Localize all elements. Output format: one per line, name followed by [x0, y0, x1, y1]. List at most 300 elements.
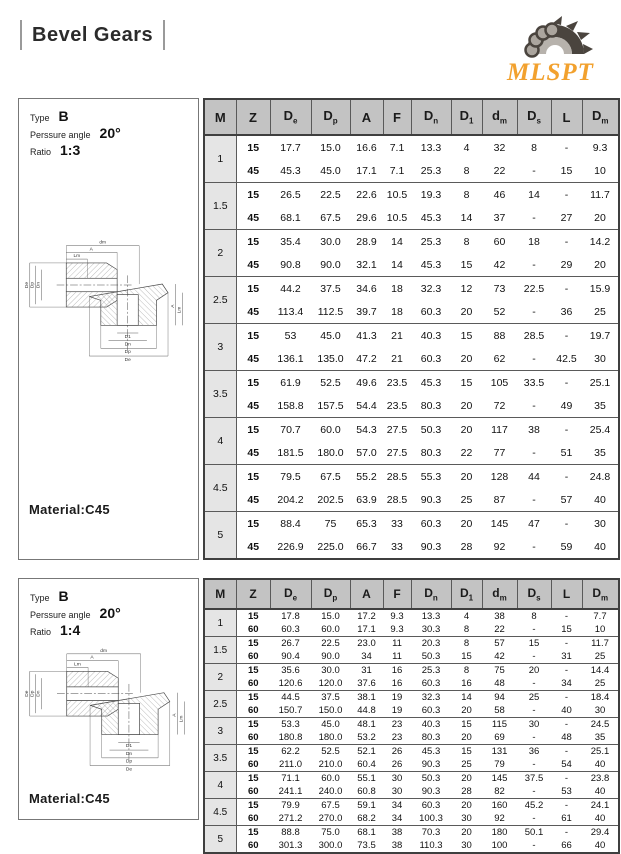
- dim-label-dp: Dp: [30, 281, 36, 289]
- column-header-dm: $d_m$: [482, 579, 517, 609]
- spec-value: 20: [451, 799, 482, 813]
- spec-value: -: [551, 745, 582, 759]
- spec-value: 38: [517, 418, 551, 442]
- spec-value: 20: [594, 258, 606, 271]
- spec-value: 105: [482, 371, 517, 395]
- dim-label-d1: D1: [125, 744, 133, 750]
- spec-value: 45.3: [411, 745, 451, 759]
- spec-value: 157.5: [317, 399, 344, 412]
- column-header-f: F: [383, 579, 411, 609]
- spec-value: 57: [482, 637, 517, 651]
- table-row: [204, 826, 619, 840]
- ratio-value: 1:4: [60, 622, 81, 638]
- table-row: [204, 277, 619, 301]
- spec-value: 25.1: [582, 745, 619, 759]
- module-value: 2.5: [204, 691, 236, 718]
- spec-value: 131: [482, 745, 517, 759]
- spec-value: -: [532, 624, 536, 635]
- spec-value: 32.1: [356, 258, 377, 271]
- spec-value: 30: [461, 840, 472, 851]
- spec-value: 120.6: [278, 678, 303, 689]
- module-value: 4.5: [204, 465, 236, 512]
- spec-value: 45.0: [320, 164, 341, 177]
- spec-value: 160: [482, 799, 517, 813]
- title-left-bar: [20, 20, 22, 50]
- spec-value: 11: [392, 651, 402, 662]
- spec-value: 34: [391, 813, 403, 824]
- spec-value: -: [551, 718, 582, 732]
- spec-value: 20: [460, 305, 473, 318]
- spec-value: 79.5: [270, 465, 311, 489]
- table-row: [204, 347, 619, 371]
- bevel-gear-diagram: [22, 645, 197, 796]
- type-label: Type: [30, 593, 50, 603]
- spec-value: -: [551, 691, 582, 705]
- dim-label-de: De: [24, 281, 30, 289]
- dim-label-de-bottom: De: [124, 357, 131, 363]
- spec-value: 25: [517, 691, 551, 705]
- spec-value: -: [551, 609, 582, 623]
- spec-value: 37.6: [357, 678, 376, 689]
- module-value: 2: [204, 230, 236, 277]
- spec-value: 44.2: [270, 277, 311, 301]
- spec-value: 15.9: [582, 277, 619, 301]
- spec-value: 15: [451, 324, 482, 348]
- teeth-value: 45: [247, 399, 260, 412]
- spec-value: 34: [561, 678, 572, 689]
- spec-value: -: [532, 840, 536, 851]
- spec-value: 90.3: [420, 493, 442, 506]
- spec-value: 11.7: [582, 637, 619, 651]
- spec-value: 40: [594, 540, 606, 553]
- spec-value: 60.3: [281, 624, 300, 635]
- teeth-value: 15: [236, 718, 270, 732]
- spec-value: 23: [383, 718, 411, 732]
- teeth-value: 15: [236, 418, 270, 442]
- spec-value: -: [532, 446, 536, 459]
- spec-value: 55.3: [411, 465, 451, 489]
- module-value: 3: [204, 718, 236, 745]
- pressure-angle-label: Perssure angle: [30, 610, 91, 620]
- spec-value: 15: [560, 164, 573, 177]
- spec-value: 15: [451, 718, 482, 732]
- table-row: [204, 206, 619, 230]
- spec-value: 14.2: [582, 230, 619, 254]
- teeth-value: 60: [247, 651, 259, 662]
- module-value: 1: [204, 609, 236, 637]
- spec-value: 17.2: [350, 609, 383, 623]
- module-value: 1.5: [204, 183, 236, 230]
- teeth-value: 15: [236, 183, 270, 207]
- spec-value: 20: [461, 705, 472, 716]
- spec-value: 202.5: [317, 493, 344, 506]
- module-value: 5: [204, 512, 236, 560]
- spec-value: 29.6: [356, 211, 377, 224]
- spec-value: -: [532, 678, 536, 689]
- spec-value: 75.0: [311, 826, 350, 840]
- spec-value: 50.3: [421, 651, 441, 662]
- table-row: [204, 650, 619, 664]
- spec-value: 27: [560, 211, 573, 224]
- spec-value: 90.0: [321, 651, 340, 662]
- spec-value: 113.4: [277, 305, 304, 318]
- spec-value: 37: [493, 211, 506, 224]
- teeth-value: 45: [247, 211, 260, 224]
- spec-value: 13.3: [411, 135, 451, 159]
- dim-label-dn-bottom: Dn: [125, 751, 133, 757]
- dim-label-dn-bottom: Dn: [124, 342, 131, 348]
- spec-value: -: [551, 465, 582, 489]
- teeth-value: 60: [247, 813, 259, 824]
- spec-value: 87: [493, 493, 506, 506]
- column-header-dn: $D_n$: [411, 579, 451, 609]
- gear-info-block: [19, 99, 198, 158]
- spec-value: 14: [460, 211, 473, 224]
- spec-value: 80.3: [421, 732, 441, 743]
- pressure-angle-value: 20°: [99, 125, 121, 141]
- spec-value: 4: [451, 609, 482, 623]
- spec-value: 57: [560, 493, 573, 506]
- spec-value: 68.1: [280, 211, 301, 224]
- spec-value: 32.3: [411, 691, 451, 705]
- spec-value: 30: [383, 772, 411, 786]
- spec-value: -: [532, 399, 536, 412]
- logo-text: MLSPT: [507, 59, 594, 84]
- column-header-l: L: [551, 579, 582, 609]
- spec-value: 11.7: [582, 183, 619, 207]
- teeth-value: 45: [247, 164, 260, 177]
- spec-value: 18: [391, 305, 403, 318]
- teeth-value: 45: [247, 258, 260, 271]
- spec-value: -: [551, 183, 582, 207]
- spec-value: 90.3: [421, 786, 441, 797]
- spec-value: 13.3: [411, 609, 451, 623]
- spec-value: 8: [463, 164, 470, 177]
- teeth-value: 60: [247, 786, 259, 797]
- spec-value: -: [551, 799, 582, 813]
- dim-label-lm: Lm: [73, 254, 81, 260]
- teeth-value: 15: [236, 826, 270, 840]
- spec-value: 66.7: [356, 540, 377, 553]
- spec-value: 28.9: [350, 230, 383, 254]
- spec-value: 14: [451, 691, 482, 705]
- ratio-value: 1:3: [60, 142, 81, 158]
- spec-value: 53.2: [357, 732, 376, 743]
- column-header-ds: $D_s$: [517, 99, 551, 135]
- gear-chain-logo-icon: [503, 4, 609, 84]
- spec-value: 40: [594, 786, 606, 797]
- spec-value: 31: [561, 651, 572, 662]
- spec-value: 54: [561, 759, 572, 770]
- spec-value: 18: [517, 230, 551, 254]
- spec-value: 158.8: [277, 399, 304, 412]
- spec-value: 25: [594, 678, 606, 689]
- column-header-dn: $D_n$: [411, 99, 451, 135]
- spec-value: 72: [493, 399, 506, 412]
- spec-value: 36: [560, 305, 573, 318]
- teeth-value: 15: [236, 512, 270, 536]
- dim-label-dp-bottom: Dp: [125, 759, 133, 765]
- spec-value: 60.0: [321, 624, 340, 635]
- spec-value: 225.0: [317, 540, 344, 553]
- spec-value: 60.8: [357, 786, 376, 797]
- spec-value: 10: [594, 624, 606, 635]
- spec-value: 8: [517, 609, 551, 623]
- table-row: [204, 253, 619, 277]
- spec-value: 16.6: [350, 135, 383, 159]
- ratio-label: Ratio: [30, 627, 52, 637]
- spec-value: 34: [383, 799, 411, 813]
- spec-value: 180: [482, 826, 517, 840]
- spec-value: 8: [451, 637, 482, 651]
- gear-info-block: [19, 579, 198, 638]
- module-value: 4: [204, 418, 236, 465]
- spec-value: 22: [494, 624, 505, 635]
- table-row: [204, 812, 619, 826]
- spec-value: 53.3: [270, 718, 311, 732]
- module-value: 2.5: [204, 277, 236, 324]
- spec-value: 19: [383, 691, 411, 705]
- spec-value: 20: [594, 211, 606, 224]
- table-row: [204, 664, 619, 678]
- spec-value: 15: [451, 371, 482, 395]
- spec-value: 42.5: [556, 352, 577, 365]
- spec-value: -: [532, 493, 536, 506]
- spec-value: 90.8: [280, 258, 301, 271]
- spec-value: 67.5: [311, 799, 350, 813]
- spec-value: 8: [517, 135, 551, 159]
- spec-value: 60.3: [421, 705, 441, 716]
- spec-value: 60.3: [420, 305, 442, 318]
- dim-label-de: De: [24, 690, 30, 697]
- spec-value: 90.4: [281, 651, 300, 662]
- spec-value: 211.0: [278, 759, 303, 770]
- spec-value: 45.0: [311, 324, 350, 348]
- column-header-dm: $d_m$: [482, 99, 517, 135]
- spec-value: 47: [517, 512, 551, 536]
- teeth-value: 60: [247, 840, 259, 851]
- spec-value: 61: [561, 813, 572, 824]
- teeth-value: 45: [247, 493, 260, 506]
- spec-value: 180.8: [278, 732, 303, 743]
- spec-value: 7.7: [582, 609, 619, 623]
- teeth-value: 60: [247, 678, 259, 689]
- spec-value: 60.4: [357, 759, 376, 770]
- spec-value: 22.5: [517, 277, 551, 301]
- spec-value: 27.5: [386, 446, 408, 459]
- spec-value: 40.3: [411, 324, 451, 348]
- spec-value: 59.1: [350, 799, 383, 813]
- spec-value: 15.0: [311, 135, 350, 159]
- table-row: [204, 691, 619, 705]
- spec-value: 16: [383, 664, 411, 678]
- spec-value: 90.0: [320, 258, 341, 271]
- dim-label-de-bottom: De: [125, 767, 133, 773]
- spec-value: 30: [517, 718, 551, 732]
- spec-value: 22: [460, 446, 473, 459]
- spec-value: 62: [493, 352, 506, 365]
- spec-value: 22.5: [311, 183, 350, 207]
- table-row: [204, 183, 619, 207]
- pressure-angle-value: 20°: [99, 605, 121, 621]
- spec-value: 12: [451, 277, 482, 301]
- table-row: [204, 704, 619, 718]
- spec-value: 20: [451, 826, 482, 840]
- teeth-value: 15: [236, 371, 270, 395]
- spec-value: 58: [494, 705, 505, 716]
- spec-value: 60.3: [421, 678, 441, 689]
- spec-value: 60.0: [311, 418, 350, 442]
- teeth-value: 15: [236, 277, 270, 301]
- spec-value: 94: [482, 691, 517, 705]
- module-value: 3: [204, 324, 236, 371]
- spec-value: 33.5: [517, 371, 551, 395]
- dim-label-a-right: A: [172, 713, 178, 717]
- column-header-de: $D_e$: [270, 579, 311, 609]
- dim-label-dm: dm: [99, 240, 107, 246]
- module-value: 2: [204, 664, 236, 691]
- spec-value: 53: [561, 786, 572, 797]
- spec-value: 18.4: [582, 691, 619, 705]
- column-header-de: $D_e$: [270, 99, 311, 135]
- dim-label-dm: dm: [100, 648, 108, 654]
- spec-value: 15: [561, 624, 572, 635]
- spec-value: 30: [582, 512, 619, 536]
- table-row: [204, 839, 619, 853]
- module-value: 3.5: [204, 371, 236, 418]
- column-header-a: A: [350, 579, 383, 609]
- spec-value: 15.0: [311, 609, 350, 623]
- spec-value: -: [532, 705, 536, 716]
- spec-value: 28: [461, 786, 472, 797]
- spec-value: 37.5: [517, 772, 551, 786]
- dim-label-a: A: [90, 655, 94, 661]
- spec-value: 10: [594, 164, 606, 177]
- dim-label-a: A: [89, 247, 93, 253]
- spec-value: 55.1: [350, 772, 383, 786]
- spec-value: 7.1: [383, 135, 411, 159]
- spec-value: 38: [482, 609, 517, 623]
- spec-value: 25.3: [411, 230, 451, 254]
- spec-value: 35.4: [270, 230, 311, 254]
- spec-value: 41.3: [350, 324, 383, 348]
- teeth-value: 15: [236, 637, 270, 651]
- spec-value: 20: [461, 732, 472, 743]
- table-row: [204, 135, 619, 159]
- teeth-value: 15: [236, 135, 270, 159]
- spec-value: 34.6: [350, 277, 383, 301]
- spec-value: 30.0: [311, 664, 350, 678]
- column-header-l: L: [551, 99, 582, 135]
- spec-value: 40: [561, 705, 572, 716]
- spec-value: 112.5: [317, 305, 344, 318]
- column-header-dp: $D_p$: [311, 579, 350, 609]
- teeth-value: 45: [247, 540, 260, 553]
- spec-value: 9.3: [390, 624, 404, 635]
- spec-value: 37.5: [311, 277, 350, 301]
- column-header-z: Z: [236, 579, 270, 609]
- spec-value: 8: [451, 230, 482, 254]
- spec-value: 60.3: [411, 799, 451, 813]
- teeth-value: 45: [247, 446, 260, 459]
- spec-value: 67.5: [311, 465, 350, 489]
- spec-value: 70.7: [270, 418, 311, 442]
- table-row: [204, 785, 619, 799]
- column-header-dm: $D_m$: [582, 579, 619, 609]
- teeth-value: 15: [236, 230, 270, 254]
- spec-value: 21: [383, 324, 411, 348]
- teeth-value: 15: [236, 799, 270, 813]
- spec-value: -: [532, 258, 536, 271]
- spec-value: 40: [594, 840, 606, 851]
- dim-label-dn: Dn: [36, 281, 42, 289]
- spec-value: 39.7: [356, 305, 377, 318]
- dim-label-a-right: A: [170, 304, 176, 308]
- spec-value: 15: [451, 745, 482, 759]
- spec-value: 79.9: [270, 799, 311, 813]
- spec-value: -: [551, 512, 582, 536]
- spec-value: 60: [482, 230, 517, 254]
- spec-value: 62.2: [270, 745, 311, 759]
- spec-value: 241.1: [278, 786, 303, 797]
- spec-value: 27.5: [383, 418, 411, 442]
- spec-value: 40: [594, 813, 606, 824]
- spec-value: 88: [482, 324, 517, 348]
- dim-label-dp: Dp: [30, 690, 36, 697]
- spec-value: 20.3: [411, 637, 451, 651]
- spec-value: 25: [461, 759, 472, 770]
- spec-value: 15: [461, 651, 472, 662]
- spec-value: 110.3: [419, 840, 443, 851]
- spec-value: 11: [383, 637, 411, 651]
- dim-label-lm: Lm: [74, 662, 81, 668]
- spec-value: 37.5: [311, 691, 350, 705]
- teeth-value: 45: [247, 352, 260, 365]
- spec-value: 23.5: [386, 399, 408, 412]
- spec-value: 23: [391, 732, 403, 743]
- spec-value: 28: [460, 540, 473, 553]
- spec-value: 17.8: [270, 609, 311, 623]
- spec-value: 25.4: [582, 418, 619, 442]
- spec-value: 45.3: [411, 371, 451, 395]
- spec-value: 15: [517, 637, 551, 651]
- table-row: [204, 609, 619, 623]
- spec-value: 19.7: [582, 324, 619, 348]
- spec-value: 52: [493, 305, 506, 318]
- spec-value: 23.0: [350, 637, 383, 651]
- spec-value: 20: [460, 399, 473, 412]
- spec-value: 31: [350, 664, 383, 678]
- spec-value: 38.1: [350, 691, 383, 705]
- spec-value: 57.0: [356, 446, 377, 459]
- spec-value: 65.3: [350, 512, 383, 536]
- spec-value: 38: [391, 840, 403, 851]
- spec-value: 48: [494, 678, 505, 689]
- teeth-value: 15: [236, 609, 270, 623]
- spec-value: 180.0: [317, 446, 344, 459]
- ratio-label: Ratio: [30, 147, 52, 157]
- spec-value: -: [551, 418, 582, 442]
- column-header-m: M: [204, 579, 236, 609]
- spec-value: 19.3: [411, 183, 451, 207]
- teeth-value: 60: [247, 759, 259, 770]
- spec-value: 9.3: [383, 609, 411, 623]
- spec-value: 28.5: [517, 324, 551, 348]
- column-header-m: M: [204, 99, 236, 135]
- spec-value: 40: [594, 493, 606, 506]
- spec-value: 17.7: [270, 135, 311, 159]
- spec-value: 25: [594, 305, 606, 318]
